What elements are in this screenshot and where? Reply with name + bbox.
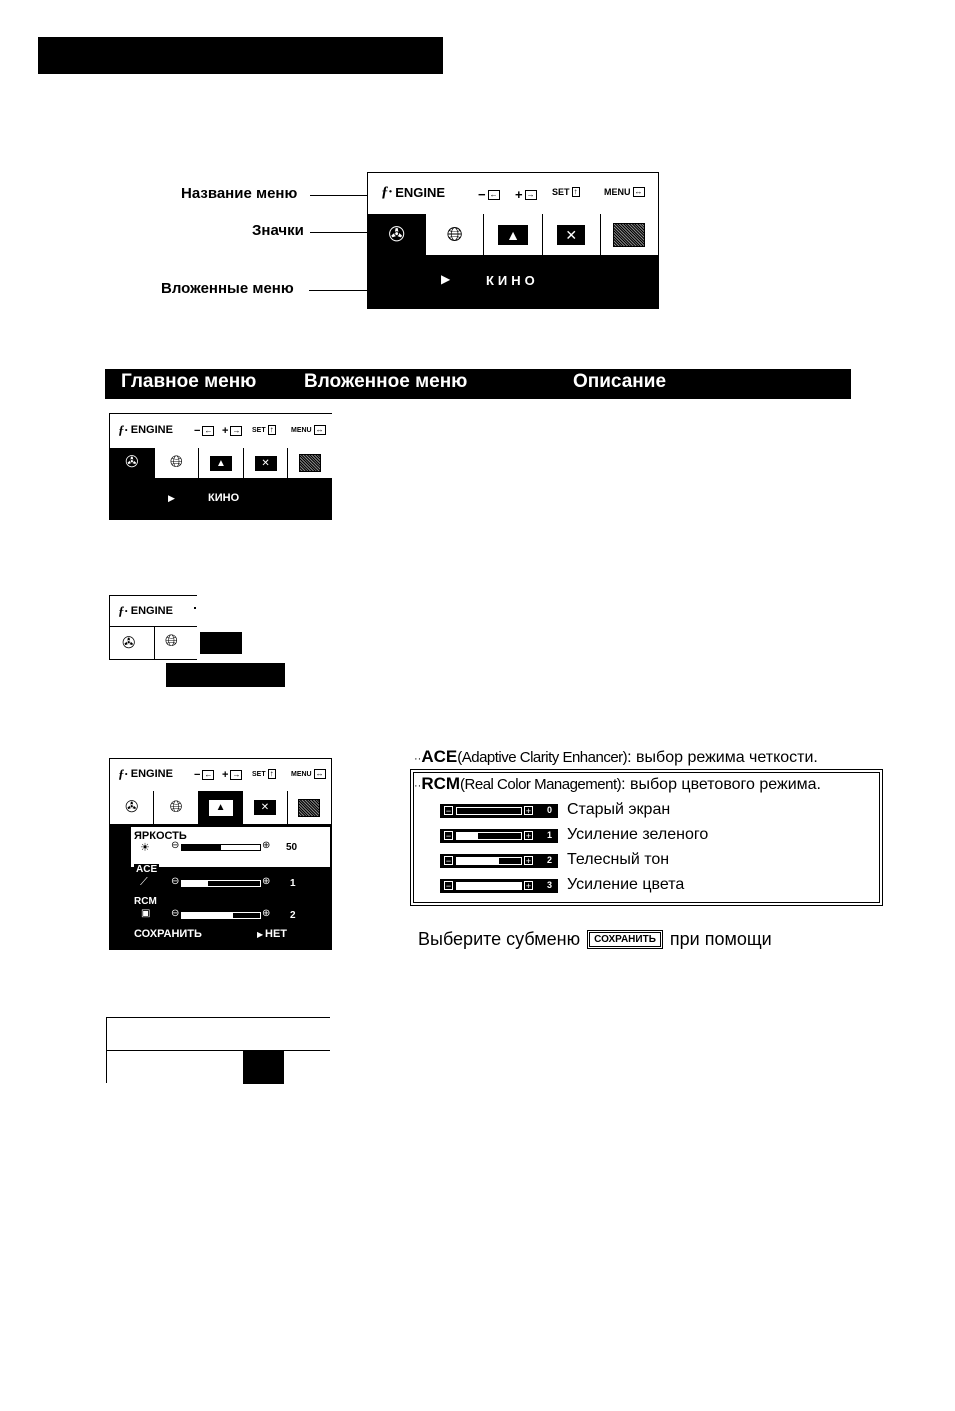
minus-icon: − (445, 806, 452, 816)
rcm-option-bar (440, 854, 558, 868)
leader-line-menu-name (310, 195, 368, 196)
rcm-option-num: 0 (546, 805, 552, 815)
rcm-label: RCM (134, 896, 157, 907)
osd-title: ENGINE (130, 605, 173, 617)
icon-cell-film[interactable] (368, 214, 426, 256)
save-text-after: при помощи (669, 929, 772, 949)
rcm-option-track (456, 807, 522, 815)
set-label: SET (552, 187, 570, 197)
label-submenus: Вложенные меню (161, 280, 294, 297)
osd-header (110, 414, 332, 448)
rcm-option-track (456, 882, 522, 890)
minus-icon: − (445, 831, 452, 841)
rcm-option-bar (440, 804, 558, 818)
right-arrow-icon: → (526, 189, 535, 199)
minus-icon: − (445, 856, 452, 866)
rcm-option-fill (457, 833, 478, 839)
set-arrow-icon: ↑ (269, 425, 274, 434)
minus-label: − (194, 769, 201, 781)
plus-control (222, 425, 242, 437)
rcm-option-num: 1 (546, 830, 552, 840)
submenu-arrow-icon: ▶ (441, 272, 451, 286)
brightness-fill (182, 845, 221, 850)
table-header-main-menu: Главное меню (121, 371, 257, 392)
icon-cell-film[interactable] (110, 791, 154, 824)
icon-cell-close[interactable] (244, 448, 289, 478)
rcm-icon: ▣ (141, 908, 151, 919)
table-header-description: Описание (573, 371, 667, 392)
save-label[interactable]: СОХРАНИТЬ (134, 928, 202, 940)
ace-abbr: ACE (421, 747, 458, 766)
pattern-icon (298, 799, 320, 817)
minus-label: − (194, 425, 201, 437)
f-engine-icon: ƒ· (118, 422, 128, 437)
menu-control (604, 187, 645, 197)
rcm-option-num: 2 (546, 855, 552, 865)
globe-icon: 🌐︎ (165, 633, 178, 650)
icon-cell-globe[interactable] (426, 214, 484, 256)
rcm-description (414, 774, 821, 794)
right-arrow-icon: → (232, 770, 241, 779)
osd-menu-small-2 (109, 595, 197, 660)
osd-menu-diagram (367, 172, 659, 309)
globe-icon: 🌐︎ (169, 798, 183, 816)
icon-cell-picture[interactable] (199, 791, 243, 824)
osd-title: ENGINE (395, 185, 446, 200)
brightness-slider[interactable] (181, 844, 261, 851)
f-engine-icon: ƒ· (118, 603, 128, 618)
ace-slider[interactable] (181, 880, 261, 887)
set-label: SET (252, 770, 266, 778)
brightness-plus-icon: ⊕ (262, 840, 271, 851)
osd-header (368, 173, 658, 214)
close-icon: ✕ (254, 800, 276, 815)
save-value: НЕТ (265, 928, 287, 940)
submenu-value: КИНО (486, 273, 539, 288)
save-button-inline: СОХРАНИТЬ (589, 932, 661, 947)
osd-icon-row (110, 791, 331, 824)
icon-cell-picture[interactable] (199, 448, 244, 478)
plus-icon: + (525, 881, 532, 891)
plus-label: + (222, 769, 229, 781)
rcm-value: 2 (290, 910, 296, 921)
set-control (552, 187, 580, 197)
close-icon: ✕ (255, 456, 277, 471)
menu-arrows-icon: ↔ (315, 425, 324, 434)
film-reel-icon: ✇ (122, 635, 136, 652)
save-instruction (418, 929, 772, 950)
osd-title: ENGINE (130, 768, 173, 780)
film-reel-icon: ✇ (125, 454, 139, 471)
left-arrow-icon: ← (204, 426, 213, 435)
rcm-option-track (456, 857, 522, 865)
minus-control (194, 769, 214, 781)
osd-menu-adjust (109, 758, 332, 950)
brightness-minus-icon: ⊖ (171, 840, 180, 851)
rcm-option-bar (440, 829, 558, 843)
picture-person-icon: ▲ (498, 225, 528, 245)
leader-line-icons (310, 232, 368, 233)
ace-plus-icon: ⊕ (262, 876, 271, 887)
globe-icon: 🌐︎ (446, 224, 463, 246)
osd-divider (107, 1050, 330, 1051)
menu-arrows-icon: ↔ (634, 187, 643, 196)
f-engine-logo (118, 422, 173, 438)
minus-label: − (478, 187, 486, 202)
picture-person-icon: ▲ (210, 456, 232, 471)
film-reel-icon: ✇ (388, 224, 405, 246)
plus-label: + (222, 425, 229, 437)
rcm-plus-icon: ⊕ (262, 908, 271, 919)
right-arrow-icon: → (232, 426, 241, 435)
plus-icon: + (525, 806, 532, 816)
ace-full-name: (Adaptive Clarity Enhancer) (457, 749, 628, 766)
f-engine-logo (118, 766, 173, 782)
brightness-sun-icon: ☀ (140, 842, 150, 854)
selected-cell-block (243, 1051, 284, 1084)
set-arrow-icon: ↑ (269, 769, 274, 778)
icon-cell-close[interactable] (243, 791, 287, 824)
rcm-option-fill (457, 883, 521, 889)
submenu-arrow-icon: ▶ (168, 493, 175, 503)
plus-control (515, 187, 537, 202)
icon-cell-pattern[interactable] (601, 214, 658, 256)
redaction-block (166, 663, 285, 687)
plus-label: + (515, 187, 523, 202)
pattern-icon (299, 454, 321, 472)
leader-line-submenus (309, 290, 368, 291)
rcm-option-label: Телесный тон (567, 851, 670, 868)
label-menu-name: Название меню (181, 185, 298, 202)
plus-icon: + (525, 831, 532, 841)
cell-divider (154, 627, 155, 660)
table-header (105, 369, 851, 399)
ace-minus-icon: ⊖ (171, 876, 180, 887)
minus-control (194, 425, 214, 437)
menu-arrows-icon: ↔ (315, 769, 324, 778)
film-reel-icon: ✇ (125, 798, 139, 816)
menu-label: MENU (291, 426, 312, 434)
rcm-text: : выбор цветового режима. (621, 776, 821, 793)
osd-icon-row (110, 448, 332, 478)
rcm-full-name: (Real Color Management) (460, 776, 622, 793)
picture-person-icon: ▲ (209, 800, 233, 816)
pattern-icon (613, 223, 645, 247)
set-control (252, 769, 276, 779)
f-engine-icon: ƒ· (381, 184, 393, 200)
osd-frame-partial (106, 1017, 330, 1083)
section-header-bar (38, 37, 443, 74)
set-arrow-icon: ↑ (573, 187, 578, 196)
icon-cell-pattern[interactable] (288, 448, 332, 478)
ace-fill (182, 881, 208, 886)
brightness-label: ЯРКОСТЬ (134, 830, 187, 842)
dot-mark (194, 607, 196, 609)
submenu-value: КИНО (208, 492, 240, 504)
f-engine-logo (118, 603, 173, 619)
icon-cell-close[interactable] (543, 214, 601, 256)
rcm-option-label: Старый экран (567, 801, 671, 818)
minus-control (478, 187, 500, 202)
osd-header (110, 759, 331, 791)
bullet-prefix: ·· (414, 753, 422, 765)
ace-value: 1 (290, 878, 296, 889)
ace-icon: ⟋ (140, 876, 148, 888)
icon-cell-globe[interactable] (155, 448, 200, 478)
rcm-option-fill (457, 858, 499, 864)
save-text-before: Выберите субменю (418, 929, 581, 949)
plus-icon: + (525, 856, 532, 866)
globe-icon: 🌐︎ (169, 454, 183, 471)
rcm-slider[interactable] (181, 912, 261, 919)
set-label: SET (252, 426, 266, 434)
icon-cell-film[interactable] (110, 448, 155, 478)
label-icons: Значки (252, 222, 304, 239)
rcm-fill (182, 913, 233, 918)
rcm-option-label: Усиление цвета (567, 876, 685, 893)
table-header-submenu: Вложенное меню (304, 371, 468, 392)
save-arrow-icon: ▶ (257, 930, 264, 939)
menu-control (291, 769, 326, 779)
menu-control (291, 425, 326, 435)
osd-menu-small-1 (109, 413, 332, 520)
icon-cell-picture[interactable] (484, 214, 542, 256)
osd-adjust-area (110, 824, 331, 949)
close-icon: ✕ (557, 225, 585, 245)
ace-label: ACE (136, 864, 158, 875)
rcm-minus-icon: ⊖ (171, 908, 180, 919)
menu-label: MENU (291, 770, 312, 778)
ace-description (414, 747, 818, 767)
osd-submenu-bar (110, 478, 332, 520)
rcm-option-num: 3 (546, 880, 552, 890)
rcm-option-bar (440, 879, 558, 893)
redaction-block (200, 632, 242, 654)
rcm-option-label: Усиление зеленого (567, 826, 709, 843)
plus-control (222, 769, 242, 781)
set-control (252, 425, 276, 435)
left-arrow-icon: ← (489, 189, 498, 199)
f-engine-logo (381, 184, 445, 201)
left-arrow-icon: ← (204, 770, 213, 779)
ace-text: : выбор режима четкости. (627, 749, 818, 766)
osd-title: ENGINE (130, 424, 173, 436)
f-engine-icon: ƒ· (118, 766, 128, 781)
bullet-prefix: ·· (414, 780, 422, 792)
icon-cell-globe[interactable] (154, 791, 198, 824)
rcm-abbr: RCM (421, 774, 461, 793)
icon-cell-pattern[interactable] (288, 791, 331, 824)
rcm-option-track (456, 832, 522, 840)
osd-submenu-bar (368, 255, 658, 308)
menu-label: MENU (604, 187, 631, 197)
osd-icon-row (368, 214, 658, 256)
brightness-value: 50 (286, 842, 298, 853)
minus-icon: − (445, 881, 452, 891)
